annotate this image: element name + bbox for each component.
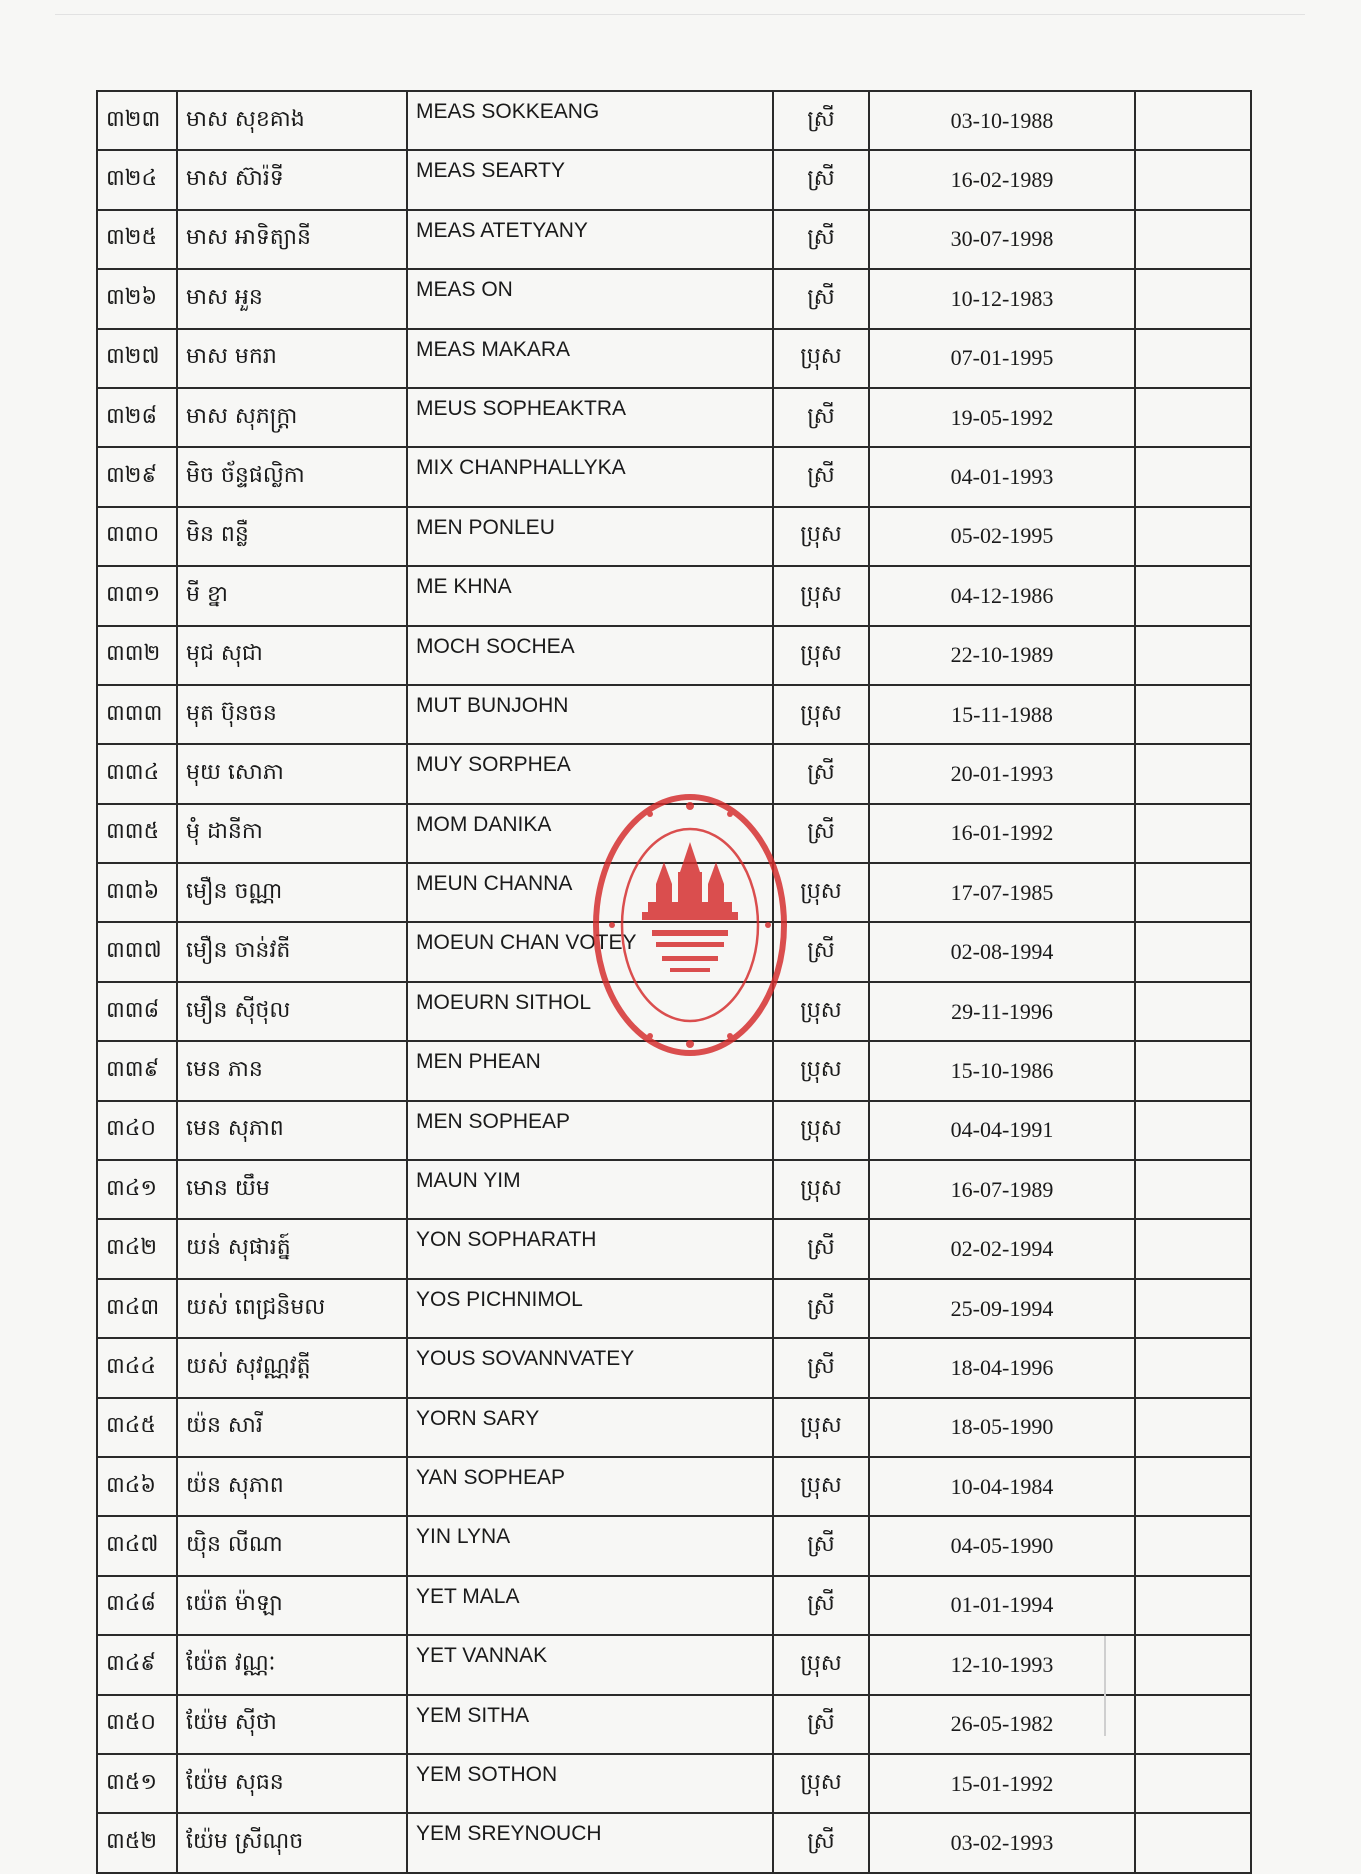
sex-cell: ស្រី	[773, 150, 869, 209]
date-of-birth: 02-02-1994	[869, 1219, 1135, 1278]
date-of-birth: 15-01-1992	[869, 1754, 1135, 1813]
khmer-name: មោន យឹម	[177, 1160, 407, 1219]
remarks-cell	[1135, 91, 1251, 150]
table-row	[97, 685, 1251, 744]
row-number: ៣៣១	[97, 566, 177, 625]
latin-name: MOEURN SITHOL	[407, 982, 773, 1041]
table-row	[97, 1219, 1251, 1278]
table-row	[97, 150, 1251, 209]
latin-name: ME KHNA	[407, 566, 773, 625]
table-row	[97, 566, 1251, 625]
khmer-name: យស់ សុវណ្ណវត្តី	[177, 1338, 407, 1397]
date-of-birth: 03-02-1993	[869, 1813, 1135, 1872]
row-number: ៣២៤	[97, 150, 177, 209]
table-row	[97, 1576, 1251, 1635]
date-of-birth: 16-01-1992	[869, 804, 1135, 863]
sex-cell: ប្រុស	[773, 685, 869, 744]
table-row	[97, 1516, 1251, 1575]
khmer-name: មី ខ្នា	[177, 566, 407, 625]
khmer-name: យន់ សុផារត្ន៍	[177, 1219, 407, 1278]
khmer-name: មឿន ចណ្ណា	[177, 863, 407, 922]
sex-cell: ប្រុស	[773, 1041, 869, 1100]
sex-cell: ស្រី	[773, 744, 869, 803]
sex-cell: ស្រី	[773, 91, 869, 150]
row-number: ៣៣២	[97, 626, 177, 685]
row-number: ៣៤០	[97, 1101, 177, 1160]
khmer-name: យ៉ិន លីណា	[177, 1516, 407, 1575]
remarks-cell	[1135, 1576, 1251, 1635]
table-row	[97, 1041, 1251, 1100]
sex-cell: ប្រុស	[773, 566, 869, 625]
row-number: ៣២៣	[97, 91, 177, 150]
table-row	[97, 447, 1251, 506]
remarks-cell	[1135, 922, 1251, 981]
khmer-name: មុត ប៊ុនចន	[177, 685, 407, 744]
khmer-name: យ៉ន សារី	[177, 1398, 407, 1457]
sex-cell: ប្រុស	[773, 507, 869, 566]
table-row	[97, 1398, 1251, 1457]
remarks-cell	[1135, 685, 1251, 744]
remarks-cell	[1135, 1219, 1251, 1278]
date-of-birth: 20-01-1993	[869, 744, 1135, 803]
remarks-cell	[1135, 982, 1251, 1041]
latin-name: MEAS ON	[407, 269, 773, 328]
sex-cell: ប្រុស	[773, 1160, 869, 1219]
khmer-name: យ៉ែម ស៊ីថា	[177, 1695, 407, 1754]
table-row	[97, 1101, 1251, 1160]
remarks-cell	[1135, 1516, 1251, 1575]
date-of-birth: 17-07-1985	[869, 863, 1135, 922]
remarks-cell	[1135, 329, 1251, 388]
date-of-birth: 04-05-1990	[869, 1516, 1135, 1575]
row-number: ៣៣០	[97, 507, 177, 566]
row-number: ៣៤៧	[97, 1516, 177, 1575]
row-number: ៣៥០	[97, 1695, 177, 1754]
khmer-name: មឿន ស៊ីថុល	[177, 982, 407, 1041]
khmer-name: មាស អាទិត្យានី	[177, 210, 407, 269]
khmer-name: យស់ ពេជ្រនិមល	[177, 1279, 407, 1338]
khmer-name: យ៉ែម សុធន	[177, 1754, 407, 1813]
latin-name: MEUN CHANNA	[407, 863, 773, 922]
latin-name: MEN PONLEU	[407, 507, 773, 566]
date-of-birth: 10-12-1983	[869, 269, 1135, 328]
latin-name: YOS PICHNIMOL	[407, 1279, 773, 1338]
remarks-cell	[1135, 1338, 1251, 1397]
row-number: ៣២៩	[97, 447, 177, 506]
khmer-name: មេន ភាន	[177, 1041, 407, 1100]
sex-cell: ប្រុស	[773, 863, 869, 922]
date-of-birth: 19-05-1992	[869, 388, 1135, 447]
sex-cell: ប្រុស	[773, 1635, 869, 1694]
khmer-name: មាស អួន	[177, 269, 407, 328]
latin-name: YEM SREYNOUCH	[407, 1813, 773, 1872]
latin-name: YEM SOTHON	[407, 1754, 773, 1813]
khmer-name: យ៉ែម ស្រីណុច	[177, 1813, 407, 1872]
row-number: ៣៤៩	[97, 1635, 177, 1694]
remarks-cell	[1135, 1041, 1251, 1100]
table-row	[97, 804, 1251, 863]
row-number: ៣៣៥	[97, 804, 177, 863]
date-of-birth: 03-10-1988	[869, 91, 1135, 150]
table-row	[97, 863, 1251, 922]
sex-cell: ស្រី	[773, 1338, 869, 1397]
remarks-cell	[1135, 863, 1251, 922]
sex-cell: ស្រី	[773, 388, 869, 447]
sex-cell: ស្រី	[773, 447, 869, 506]
khmer-name: មិច ច័ន្ទផល្លិកា	[177, 447, 407, 506]
latin-name: YON SOPHARATH	[407, 1219, 773, 1278]
table-row	[97, 507, 1251, 566]
remarks-cell	[1135, 388, 1251, 447]
khmer-name: មុំ ដានីកា	[177, 804, 407, 863]
latin-name: MEN SOPHEAP	[407, 1101, 773, 1160]
remarks-cell	[1135, 566, 1251, 625]
sex-cell: ប្រុស	[773, 626, 869, 685]
sex-cell: ស្រី	[773, 804, 869, 863]
row-number: ៣៣៧	[97, 922, 177, 981]
margin-mark	[1104, 1636, 1106, 1736]
table-row	[97, 744, 1251, 803]
khmer-name: យ៉ែត វណ្ណៈ	[177, 1635, 407, 1694]
row-number: ៣២៨	[97, 388, 177, 447]
row-number: ៣៣៨	[97, 982, 177, 1041]
row-number: ៣៥២	[97, 1813, 177, 1872]
sex-cell: ស្រី	[773, 210, 869, 269]
latin-name: YET VANNAK	[407, 1635, 773, 1694]
table-row	[97, 626, 1251, 685]
remarks-cell	[1135, 1695, 1251, 1754]
latin-name: MEAS MAKARA	[407, 329, 773, 388]
latin-name: MEN PHEAN	[407, 1041, 773, 1100]
latin-name: MUT BUNJOHN	[407, 685, 773, 744]
remarks-cell	[1135, 210, 1251, 269]
row-number: ៣២៧	[97, 329, 177, 388]
sex-cell: ស្រី	[773, 269, 869, 328]
latin-name: MIX CHANPHALLYKA	[407, 447, 773, 506]
date-of-birth: 16-02-1989	[869, 150, 1135, 209]
sex-cell: ប្រុស	[773, 1101, 869, 1160]
khmer-name: មឿន ចាន់វតី	[177, 922, 407, 981]
row-number: ៣២៥	[97, 210, 177, 269]
table-row	[97, 982, 1251, 1041]
khmer-name: យ៉េត ម៉ាឡា	[177, 1576, 407, 1635]
roster-body	[97, 91, 1251, 1873]
latin-name: YEM SITHA	[407, 1695, 773, 1754]
khmer-name: យ៉ន សុភាព	[177, 1457, 407, 1516]
khmer-name: មុជ សុជា	[177, 626, 407, 685]
latin-name: YORN SARY	[407, 1398, 773, 1457]
latin-name: MEUS SOPHEAKTRA	[407, 388, 773, 447]
date-of-birth: 04-04-1991	[869, 1101, 1135, 1160]
latin-name: YAN SOPHEAP	[407, 1457, 773, 1516]
sex-cell: ប្រុស	[773, 1398, 869, 1457]
latin-name: MUY SORPHEA	[407, 744, 773, 803]
roster-table	[96, 90, 1252, 1874]
khmer-name: មេន សុភាព	[177, 1101, 407, 1160]
row-number: ៣៤៤	[97, 1338, 177, 1397]
date-of-birth: 07-01-1995	[869, 329, 1135, 388]
khmer-name: មាស សុខគាង	[177, 91, 407, 150]
table-row	[97, 1457, 1251, 1516]
khmer-name: មាស សុភក្ត្រា	[177, 388, 407, 447]
date-of-birth: 15-10-1986	[869, 1041, 1135, 1100]
date-of-birth: 22-10-1989	[869, 626, 1135, 685]
table-row	[97, 1338, 1251, 1397]
remarks-cell	[1135, 1101, 1251, 1160]
khmer-name: មិន ពន្លឺ	[177, 507, 407, 566]
remarks-cell	[1135, 1398, 1251, 1457]
date-of-birth: 01-01-1994	[869, 1576, 1135, 1635]
sex-cell: ស្រី	[773, 922, 869, 981]
khmer-name: មាស ស៊ារ៉ទី	[177, 150, 407, 209]
latin-name: MEAS ATETYANY	[407, 210, 773, 269]
table-row	[97, 329, 1251, 388]
sex-cell: ស្រី	[773, 1813, 869, 1872]
row-number: ៣៣៣	[97, 685, 177, 744]
table-row	[97, 922, 1251, 981]
remarks-cell	[1135, 1457, 1251, 1516]
remarks-cell	[1135, 744, 1251, 803]
sex-cell: ប្រុស	[773, 329, 869, 388]
row-number: ៣៥១	[97, 1754, 177, 1813]
table-row	[97, 388, 1251, 447]
sex-cell: ស្រី	[773, 1576, 869, 1635]
latin-name: YET MALA	[407, 1576, 773, 1635]
latin-name: MEAS SEARTY	[407, 150, 773, 209]
remarks-cell	[1135, 626, 1251, 685]
table-row	[97, 91, 1251, 150]
sex-cell: ប្រុស	[773, 1754, 869, 1813]
remarks-cell	[1135, 150, 1251, 209]
latin-name: MEAS SOKKEANG	[407, 91, 773, 150]
date-of-birth: 12-10-1993	[869, 1635, 1135, 1694]
date-of-birth: 29-11-1996	[869, 982, 1135, 1041]
sex-cell: ស្រី	[773, 1695, 869, 1754]
date-of-birth: 02-08-1994	[869, 922, 1135, 981]
row-number: ៣៤៨	[97, 1576, 177, 1635]
row-number: ៣៤៥	[97, 1398, 177, 1457]
table-row	[97, 210, 1251, 269]
latin-name: MOM DANIKA	[407, 804, 773, 863]
latin-name: YOUS SOVANNVATEY	[407, 1338, 773, 1397]
remarks-cell	[1135, 447, 1251, 506]
row-number: ៣៤១	[97, 1160, 177, 1219]
row-number: ៣៣៦	[97, 863, 177, 922]
date-of-birth: 26-05-1982	[869, 1695, 1135, 1754]
date-of-birth: 15-11-1988	[869, 685, 1135, 744]
remarks-cell	[1135, 804, 1251, 863]
remarks-cell	[1135, 1813, 1251, 1872]
date-of-birth: 30-07-1998	[869, 210, 1135, 269]
date-of-birth: 04-01-1993	[869, 447, 1135, 506]
khmer-name: មាស មករា	[177, 329, 407, 388]
table-row	[97, 1754, 1251, 1813]
table-row	[97, 269, 1251, 328]
row-number: ៣៤២	[97, 1219, 177, 1278]
row-number: ៣៣៩	[97, 1041, 177, 1100]
sex-cell: ស្រី	[773, 1219, 869, 1278]
sex-cell: ប្រុស	[773, 1457, 869, 1516]
date-of-birth: 05-02-1995	[869, 507, 1135, 566]
table-row	[97, 1279, 1251, 1338]
remarks-cell	[1135, 507, 1251, 566]
date-of-birth: 18-05-1990	[869, 1398, 1135, 1457]
table-row	[97, 1695, 1251, 1754]
row-number: ៣៣៤	[97, 744, 177, 803]
remarks-cell	[1135, 1635, 1251, 1694]
latin-name: YIN LYNA	[407, 1516, 773, 1575]
table-row	[97, 1160, 1251, 1219]
latin-name: MOEUN CHAN VOTEY	[407, 922, 773, 981]
table-row	[97, 1635, 1251, 1694]
latin-name: MAUN YIM	[407, 1160, 773, 1219]
row-number: ៣៤៦	[97, 1457, 177, 1516]
date-of-birth: 25-09-1994	[869, 1279, 1135, 1338]
remarks-cell	[1135, 1754, 1251, 1813]
remarks-cell	[1135, 1160, 1251, 1219]
date-of-birth: 18-04-1996	[869, 1338, 1135, 1397]
date-of-birth: 16-07-1989	[869, 1160, 1135, 1219]
date-of-birth: 04-12-1986	[869, 566, 1135, 625]
date-of-birth: 10-04-1984	[869, 1457, 1135, 1516]
row-number: ៣២៦	[97, 269, 177, 328]
khmer-name: មុយ សោភា	[177, 744, 407, 803]
latin-name: MOCH SOCHEA	[407, 626, 773, 685]
sex-cell: ស្រី	[773, 1516, 869, 1575]
sex-cell: ស្រី	[773, 1279, 869, 1338]
remarks-cell	[1135, 1279, 1251, 1338]
table-row	[97, 1813, 1251, 1872]
scan-edge	[55, 0, 1305, 15]
row-number: ៣៤៣	[97, 1279, 177, 1338]
remarks-cell	[1135, 269, 1251, 328]
sex-cell: ប្រុស	[773, 982, 869, 1041]
